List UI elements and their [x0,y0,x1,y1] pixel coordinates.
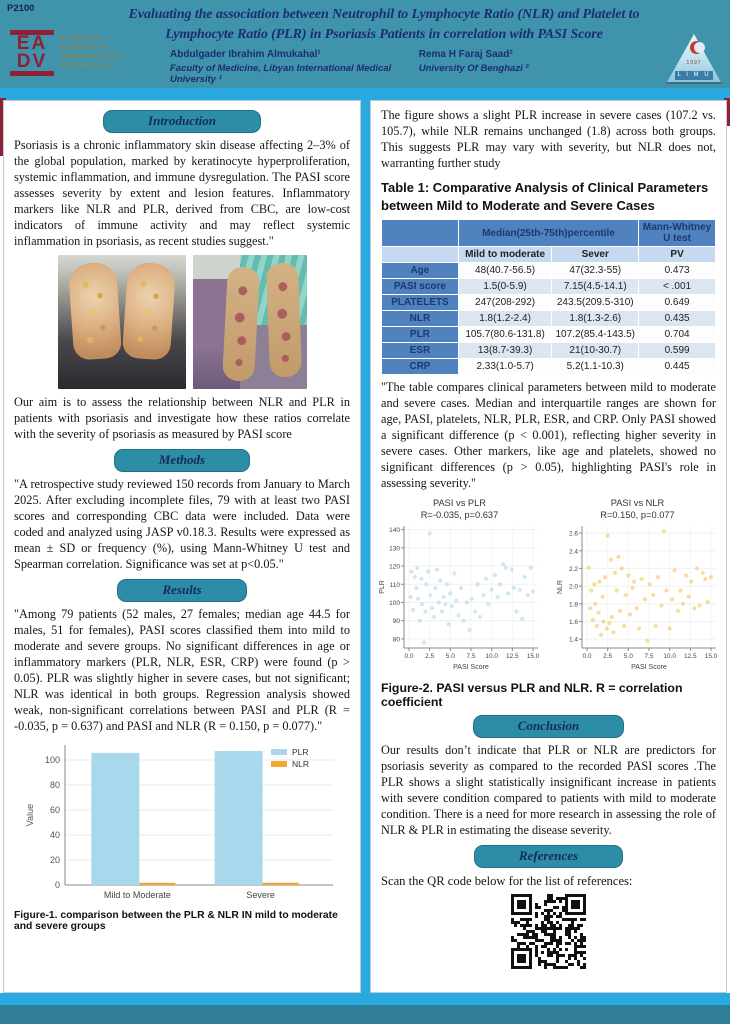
conclusion-text: Our results don’t indicate that PLR or NLR are predictors for psoriasis severity as compared to the recorded PASI scores .The PLR shows a slight statistically insignificant increase in patients with severe condition compared to patients with mild to moderate condition. There is a need for more research in assessing the role of NLR & PLR in estimating the disease severity. [381,743,716,838]
svg-text:100: 100 [44,754,60,765]
svg-text:2.5: 2.5 [602,653,612,661]
limu-year: 1997 [686,60,702,66]
svg-text:PLR: PLR [292,746,309,757]
bar-chart-svg [21,737,343,909]
svg-text:0.0: 0.0 [581,653,591,661]
table-row-label: Age [382,263,459,279]
hand-left-illustration [67,261,122,360]
scatter-nlr-svg [554,522,722,672]
svg-text:2.0: 2.0 [568,584,578,592]
svg-text:110: 110 [389,582,400,590]
table-corner-cell [382,220,459,247]
svg-text:2.4: 2.4 [568,548,578,556]
svg-text:12.5: 12.5 [683,653,697,661]
table-row [382,279,716,295]
table-cell: 247(208-292) [458,295,552,311]
svg-text:2.5: 2.5 [424,653,434,661]
table-cell: 13(8.7-39.3) [458,343,552,359]
qr-code [511,894,586,969]
table-row [382,295,716,311]
table-row-label: PASI score [382,279,459,295]
svg-text:40: 40 [49,829,60,840]
table-cell: 1.5(0-5.9) [458,279,552,295]
table-cell: 7.15(4.5-14.1) [552,279,639,295]
svg-text:120: 120 [388,563,400,571]
table-row [382,311,716,327]
svg-text:7.5: 7.5 [643,653,654,661]
scatter-plr-box [376,498,544,677]
svg-text:12.5: 12.5 [505,653,519,661]
scatter-plr-title-line2: R=-0.035, p=0.637 [420,509,499,520]
arm-left-illustration [222,266,260,382]
limu-logo [666,34,722,84]
table-row-label: ESR [382,343,459,359]
eadv-letters-top: EA [16,33,48,54]
section-heading-introduction: Introduction [103,110,261,133]
table-corner-cell2 [382,247,459,263]
svg-text:60: 60 [49,804,60,815]
svg-text:0.0: 0.0 [403,653,413,661]
table-cell: 0.599 [639,343,716,359]
eadv-logo-letters [10,30,54,76]
scatter-nlr-title [554,498,722,521]
column-divider [361,100,370,993]
svg-text:2.6: 2.6 [568,530,578,538]
arm-right-illustration [266,262,302,377]
eadv-logo [10,30,134,76]
results-text: "Among 79 patients (52 males, 27 females; median age 44.5 for males, 51 for females), PASI scores classified them into mild to moderate and severe groups. No significant differences in age or inflammatory markers (PLR, NLR, ESR, CRP) were found (p > 0.05). PLR was slightly higher in severe cases, but not significant; NLR was identical in both groups. Regression analysis showed weak, non-significant correlations between PASI and PLR (R = -0.035, p = 0.637) and PASI and NLR (R = 0.150, p = 0.077)." [14,606,350,733]
qr-code-wrap [381,894,716,969]
clinical-photo-hands [58,255,186,389]
left-column [3,100,361,993]
svg-text:20: 20 [49,854,60,865]
clinical-photo-arms [193,255,307,389]
table-subheader-pv: PV [639,247,716,263]
poster-code: P2100 [7,3,35,14]
svg-text:10.0: 10.0 [484,653,498,661]
author-1-affiliation: Faculty of Medicine, Libyan International Medical University ¹ [170,63,392,85]
svg-text:PASI Score: PASI Score [452,664,489,672]
author-2-affiliation: University Of Benghazi ² [418,63,529,74]
table-note-text: "The table compares clinical parameters between mild to moderate and severe cases. Median and interquartile ranges are shown for age, PASI, platelets, NLR, PLR, ESR, and CRP. Only PASI showed a significant difference (p < 0.001), reflecting higher severity in severe cases. Other markers, like age and platelets, showed no significant differences (p > 0.05), highlighting PASI's role in assessing severity." [381,380,716,491]
svg-text:5.0: 5.0 [445,653,455,661]
section-heading-results: Results [117,579,246,602]
table-group-header-median: Median(25th-75th)percentile [458,220,638,247]
table-subheader-mild: Mild to moderate [458,247,552,263]
table-cell: 0.649 [639,295,716,311]
poster-columns [0,100,730,993]
table-cell: 0.435 [639,311,716,327]
figure2-scatter-plots [378,498,717,677]
author-1 [170,49,419,85]
table1 [381,219,716,375]
table-row [382,327,716,343]
svg-text:NLR: NLR [292,758,310,769]
table-row-label: PLATELETS [382,295,459,311]
section-heading-references: References [474,845,623,868]
scatter-plr-title [376,498,544,521]
table-subheader-severe: Sever [552,247,639,263]
table-cell: 47(32.3-55) [552,263,639,279]
svg-text:140: 140 [388,527,400,535]
figure1-caption: Figure-1. comparison between the PLR & NLR IN mild to moderate and severe groups [14,909,338,932]
scatter-plr-title-line1: PASI vs PLR [432,498,487,509]
table-cell: 107.2(85.4-143.5) [552,327,639,343]
table-cell: 21(10-30.7) [552,343,639,359]
svg-text:90: 90 [392,618,400,626]
figure1-bar-chart [14,737,350,909]
introduction-text: Psoriasis is a chronic inflammatory skin disease affecting 2–3% of the global population, marked by keratinocyte hyperproliferation, systemic inflammation, and immune dysregulation. The PASI score assesses severity by extent and lesion features. Inflammatory markers like NLR and PLR, derived from CBC, are low-cost indicators of immune activity and may reflect systemic inflammation in psoriasis, as recent studies suggest." [14,138,350,248]
figure2-caption: Figure-2. PASI versus PLR and NLR. R = correlation coefficient [381,681,683,710]
table-cell: 243.5(209.5-310) [552,295,639,311]
svg-text:1.4: 1.4 [568,637,578,645]
footer-bar [0,1005,730,1024]
svg-text:5.0: 5.0 [623,653,633,661]
svg-text:100: 100 [388,600,400,608]
svg-text:15.0: 15.0 [526,653,539,661]
eadv-letters-bottom: DV [16,51,48,73]
table-row-label: CRP [382,359,459,375]
references-instruction: Scan the QR code below for the list of references: [381,874,633,889]
right-column [370,100,727,993]
svg-text:130: 130 [388,545,400,553]
table1-title: Table 1: Comparative Analysis of Clinical Parameters between Mild to Moderate and Severe Cases [381,179,709,214]
figure-note-text: The figure shows a slight PLR increase in severe cases (107.2 vs. 105.7), while NLR remains unchanged (1.8) across both groups. This suggests PLR may vary with severity, but NLR does not, warranting further study [381,108,716,170]
table-cell: 48(40.7-56.5) [458,263,552,279]
svg-text:10.0: 10.0 [662,653,676,661]
svg-text:1.8: 1.8 [568,601,578,609]
table-group-header-test: Mann-Whitney U test [639,220,716,247]
clinical-photos-row [14,255,350,389]
table-cell: 2.33(1.0-5.7) [458,359,552,375]
table1-group-header-row [382,220,716,247]
table-cell: 0.704 [639,327,716,343]
bottom-blue-band [0,993,730,1005]
table-row [382,343,716,359]
scatter-nlr-title-line1: PASI vs NLR [610,498,665,509]
eadv-logo-caption: EUROPEAN ACADEMY OF DERMATOLOGY & VENEREOLOGY [60,35,124,69]
svg-text:Value: Value [25,803,35,826]
svg-text:Mild to Moderate: Mild to Moderate [103,889,171,900]
limu-crescent-icon [690,41,703,54]
svg-text:PLR: PLR [378,580,386,595]
author-2 [419,49,635,85]
table-cell: 1.8(1.2-2.4) [458,311,552,327]
svg-text:Severe: Severe [246,889,275,900]
table1-sub-header-row [382,247,716,263]
table-row [382,263,716,279]
scatter-nlr-title-line2: R=0.150, p=0.077 [600,509,675,520]
section-heading-methods: Methods [114,449,250,472]
svg-text:NLR: NLR [556,580,564,595]
svg-text:0: 0 [54,879,60,890]
table-row-label: NLR [382,311,459,327]
authors-block [170,49,635,85]
svg-text:2.2: 2.2 [568,566,578,574]
table-cell: < .001 [639,279,716,295]
table-row-label: PLR [382,327,459,343]
section-heading-conclusion: Conclusion [473,715,624,738]
limu-label: L I M U [675,71,713,80]
table-cell: 1.8(1.3-2.6) [552,311,639,327]
scatter-plr-svg [376,522,544,672]
svg-text:80: 80 [49,779,60,790]
poster-title: Evaluating the association between Neutrophil to Lymphocyte Ratio (NLR) and Platelet to Lymphocyte Ratio (PLR) in Psoriasis Patients in correlation with PASI Score [128,7,640,43]
svg-text:7.5: 7.5 [465,653,476,661]
author-2-name: Rema H Faraj Saad² [418,49,513,60]
top-blue-band [0,88,730,100]
svg-text:15.0: 15.0 [704,653,717,661]
scatter-nlr-box [554,498,722,677]
poster-header [0,0,730,88]
svg-text:PASI Score: PASI Score [630,664,667,672]
methods-text: "A retrospective study reviewed 150 records from January to March 2025. After excluding incomplete files, 79 with at least two PASI scores and corresponding CBC data were included. Data were coded and analyzed using JASP v0.18.3. Results were expressed as mean ± SD or frequency (%), using Mann-Whitney U test and Spearman correlation. Significance was set at p<0.05." [14,476,350,571]
table-cell: 0.445 [639,359,716,375]
table1-body [382,263,716,375]
table-cell: 0.473 [639,263,716,279]
table-cell: 105.7(80.6-131.8) [458,327,552,343]
author-1-name: Abdulgader Ibrahim Almukahal¹ [170,49,321,60]
table-row [382,359,716,375]
svg-text:80: 80 [392,636,400,644]
aim-text: Our aim is to assess the relationship between NLR and PLR in patients with psoriasis and investigate how these ratios correlate with the severity of psoriasis as measured by PASI score [14,394,350,441]
svg-text:1.6: 1.6 [568,619,578,627]
hand-right-illustration [121,261,176,360]
table-cell: 5.2(1.1-10.3) [552,359,639,375]
